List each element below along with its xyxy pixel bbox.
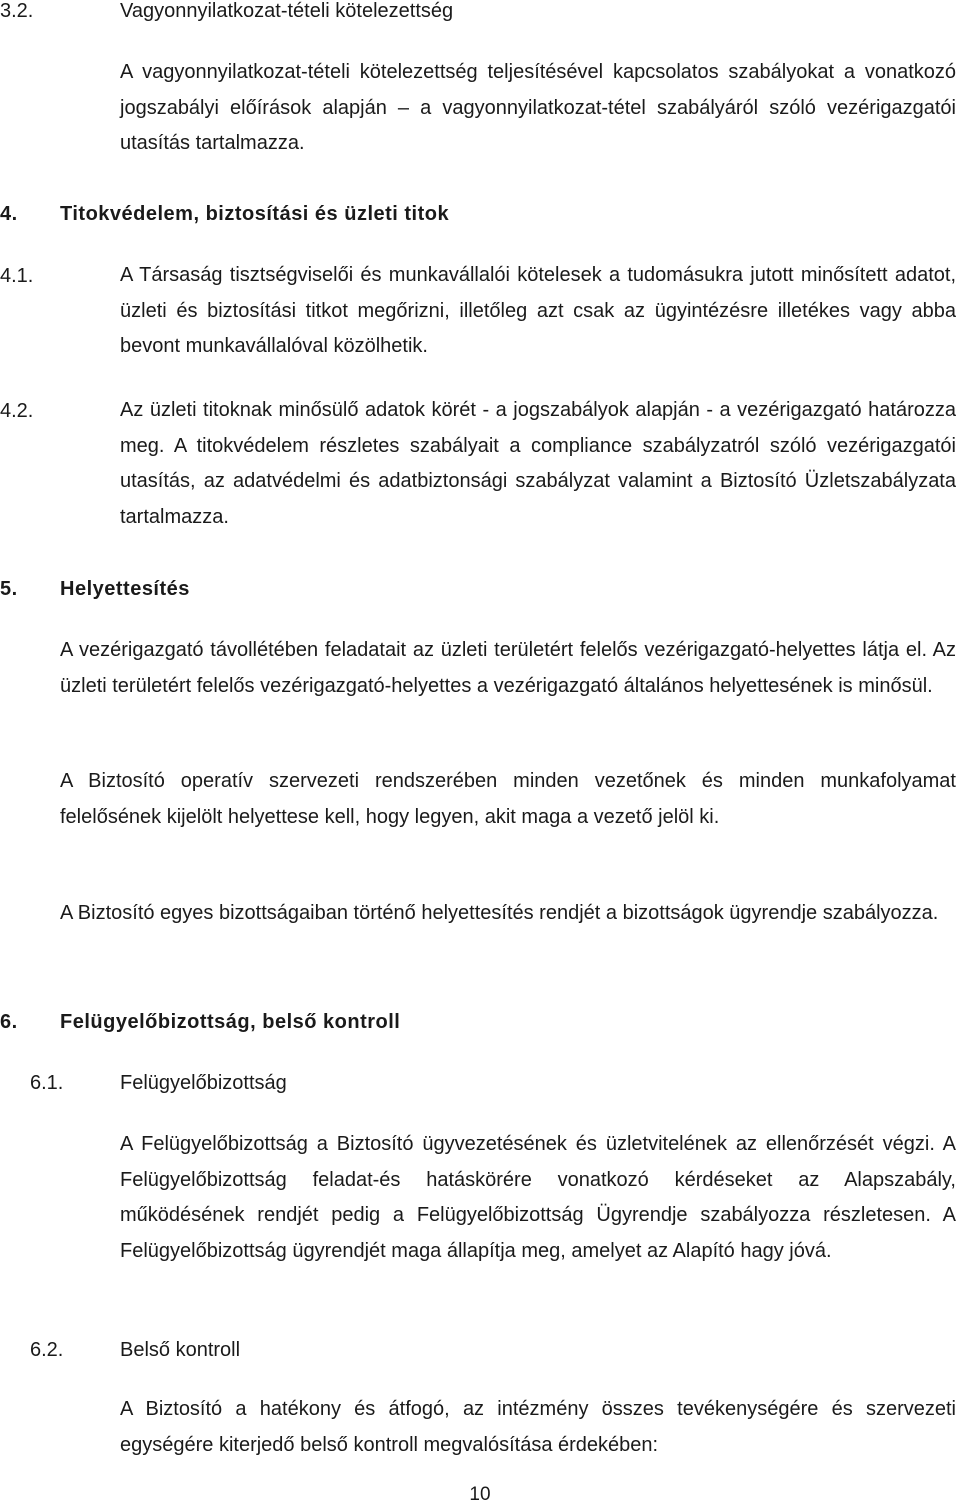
section-6-1-body: A Felügyelőbizottság a Biztosító ügyvezetésének és üzletvitelének az ellenőrzését végzi. A Felügyelőbizottság feladat-és hatáskörére vonatkozó kérdéseket az Alapszabály, működésének rendjét pedig a Felügyelőbizottság Ügyrendje szabályozza részletesen. A Felügyelőbizottság ügyrendjét maga állapítja meg, amelyet az Alapító hagy jóvá. [120, 1133, 956, 1262]
section-number-4-2: 4.2. [0, 400, 34, 422]
section-number-4: 4. [0, 203, 18, 225]
section-title-6-1: Felügyelőbizottság [120, 1072, 287, 1094]
section-title-6: Felügyelőbizottság, belső kontroll [60, 1011, 401, 1033]
section-title-4: Titokvédelem, biztosítási és üzleti titok [60, 203, 450, 225]
section-number-3-2: 3.2. [0, 0, 34, 22]
section-number-6-1: 6.1. [30, 1072, 64, 1094]
section-5-paragraph-3: A Biztosító egyes bizottságaiban történő helyettesítés rendjét a bizottságok ügyrendje szabályozza. [60, 902, 939, 924]
section-5-paragraph-1: A vezérigazgató távollétében feladatait az üzleti területért felelős vezérigazgató-helyettes látja el. Az üzleti területért felelős vezérigazgató-helyettes a vezérigazgató általános helyettesének is minősül. [60, 639, 956, 697]
section-3-2-body: A vagyonnyilatkozat-tételi kötelezettség teljesítésével kapcsolatos szabályokat a vonatkozó jogszabályi előírások alapján – a vagyonnyilatkozat-tétel szabályáról szóló vezérigazgatói utasítás tartalmazza. [120, 61, 956, 154]
section-number-6-2: 6.2. [30, 1339, 64, 1361]
section-4-1-body: A Társaság tisztségviselői és munkavállalói kötelesek a tudomásukra jutott minősített adatot, üzleti és biztosítási titkot megőrizni, illetőleg azt csak az ügyintézésre illetékes vagy abba bevont munkavállalóval közölhetik. [120, 264, 956, 357]
section-number-5: 5. [0, 578, 18, 600]
section-title-6-2: Belső kontroll [120, 1339, 241, 1361]
section-title-5: Helyettesítés [60, 578, 190, 600]
page-number: 10 [469, 1484, 491, 1505]
section-number-4-1: 4.1. [0, 265, 34, 287]
section-5-paragraph-2: A Biztosító operatív szervezeti rendszerében minden vezetőnek és minden munkafolyamat felelősének kijelölt helyettese kell, hogy legyen, akit maga a vezető jelöl ki. [60, 770, 956, 828]
section-4-2-body: Az üzleti titoknak minősülő adatok körét - a jogszabályok alapján - a vezérigazgató határozza meg. A titokvédelem részletes szabályait a compliance szabályzatról szóló vezérigazgatói utasítás, az adatvédelmi és adatbiztonsági szabályzat valamint a Biztosító Üzletszabályzata tartalmazza. [120, 399, 956, 528]
section-title-3-2: Vagyonnyilatkozat-tételi kötelezettség [120, 0, 454, 22]
section-number-6: 6. [0, 1011, 18, 1033]
section-6-2-body: A Biztosító a hatékony és átfogó, az intézmény összes tevékenységére és szervezeti egységére kiterjedő belső kontroll megvalósítása érdekében: [120, 1398, 956, 1456]
